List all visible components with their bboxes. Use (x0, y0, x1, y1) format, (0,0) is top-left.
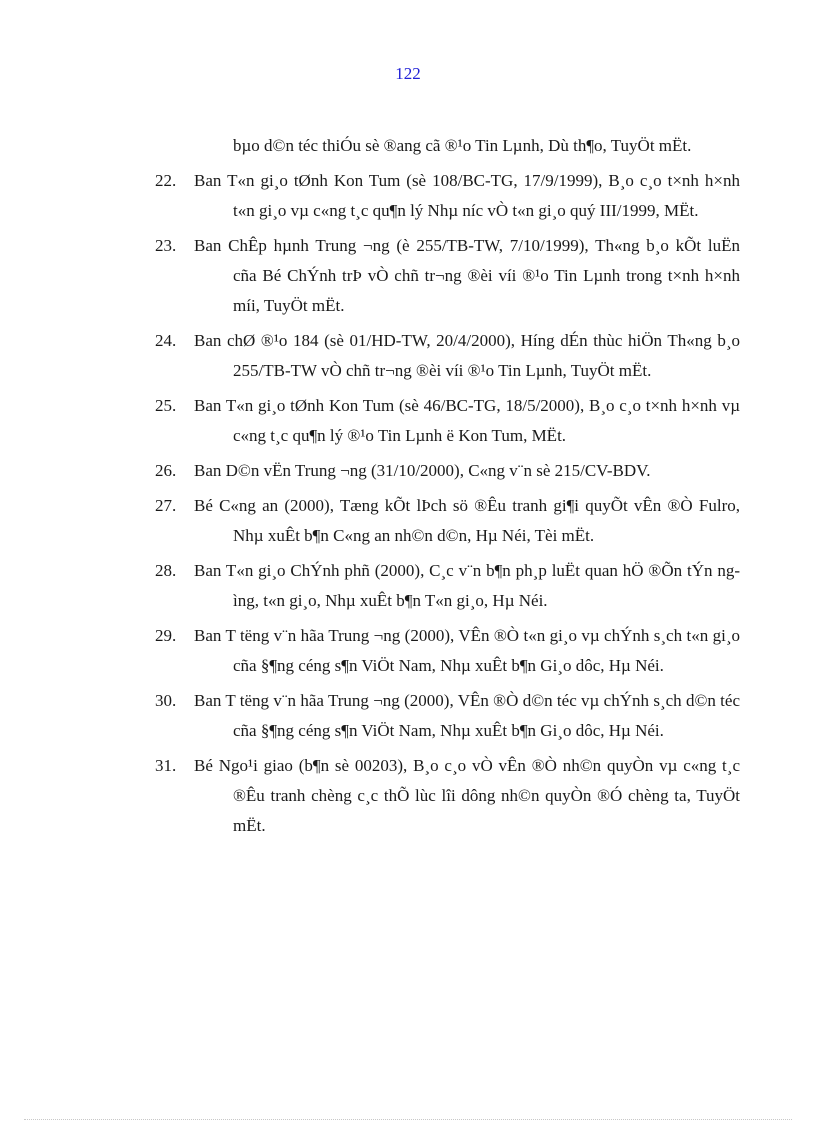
reference-text: Ban T tëng v¨n hãa Trung ¬ng (2000), VÊn ®Ò t«n gi¸o vµ chÝnh s¸ch t«n gi¸o cña §¶ng céng s¶n ViÖt Nam, Nhµ xuÊt b¶n Gi¸o dôc, Hµ Néi. (194, 626, 740, 675)
reference-continuation (155, 131, 740, 161)
reference-number: 27. (155, 496, 177, 515)
reference-item-27 (155, 491, 740, 551)
reference-item-26 (155, 456, 740, 486)
reference-number: 26. (155, 461, 177, 480)
reference-item-23 (155, 231, 740, 321)
reference-item-31 (155, 751, 740, 841)
reference-text: Bé Ngo¹i giao (b¶n sè 00203), B¸o c¸o vÒ vÊn ®Ò nh©n quyÒn vµ c«ng t¸c ®Êu tranh chèng c¸c thÕ lùc lîi dông nh©n quyÒn ®Ó chèng ta, TuyÖt mËt. (194, 756, 740, 835)
reference-number: 28. (155, 561, 177, 580)
reference-text: Ban T«n gi¸o ChÝnh phñ (2000), C¸c v¨n b¶n ph¸p luËt quan hÖ ®Õn tÝn ngìng, t«n gi¸o, Nhµ xuÊt b¶n T«n gi¸o, Hµ Néi. (194, 561, 740, 610)
reference-list (155, 131, 740, 846)
reference-text: Ban T tëng v¨n hãa Trung ¬ng (2000), VÊn ®Ò d©n téc vµ chÝnh s¸ch d©n téc cña §¶ng céng s¶n ViÖt Nam, Nhµ xuÊt b¶n Gi¸o dôc, Hµ Néi. (194, 691, 740, 740)
page-bottom-rule (24, 1119, 792, 1120)
reference-item-29 (155, 621, 740, 681)
reference-text: Bé C«ng an (2000), Tæng kÕt lÞch sö ®Êu tranh gi¶i quyÕt vÊn ®Ò Fulro, Nhµ xuÊt b¶n C«ng an nh©n d©n, Hµ Néi, Tèi mËt. (194, 496, 740, 545)
reference-number: 23. (155, 236, 177, 255)
reference-number: 25. (155, 396, 177, 415)
reference-text: Ban T«n gi¸o tØnh Kon Tum (sè 46/BC-TG, 18/5/2000), B¸o c¸o t×nh h×nh vµ c«ng t¸c qu¶n lý ®¹o Tin Lµnh ë Kon Tum, MËt. (194, 396, 740, 445)
page-number: 122 (395, 64, 421, 83)
reference-text: Ban D©n vËn Trung ¬ng (31/10/2000), C«ng v¨n sè 215/CV-BDV. (194, 461, 651, 480)
reference-text: Ban T«n gi¸o tØnh Kon Tum (sè 108/BC-TG, 17/9/1999), B¸o c¸o t×nh h×nh t«n gi¸o vµ c«ng t¸c qu¶n lý Nhµ níc vÒ t«n gi¸o quý III/1999, MËt. (194, 171, 740, 220)
reference-number: 31. (155, 756, 177, 775)
reference-item-22 (155, 166, 740, 226)
reference-number: 29. (155, 626, 177, 645)
reference-item-24 (155, 326, 740, 386)
reference-item-28 (155, 556, 740, 616)
reference-continuation-text: bµo d©n téc thiÓu sè ®ang cã ®¹o Tin Lµnh, Dù th¶o, TuyÖt mËt. (233, 136, 692, 155)
reference-number: 22. (155, 171, 177, 190)
reference-number: 24. (155, 331, 177, 350)
reference-item-30 (155, 686, 740, 746)
reference-number: 30. (155, 691, 177, 710)
reference-item-25 (155, 391, 740, 451)
reference-text: Ban chØ ®¹o 184 (sè 01/HD-TW, 20/4/2000), Híng dÉn thùc hiÖn Th«ng b¸o 255/TB-TW vÒ chñ tr¬ng ®èi víi ®¹o Tin Lµnh, TuyÖt mËt. (194, 331, 740, 380)
reference-text: Ban ChÊp hµnh Trung ¬ng (è 255/TB-TW, 7/10/1999), Th«ng b¸o kÕt luËn cña Bé ChÝnh trÞ vÒ chñ tr¬ng ®èi víi ®¹o Tin Lµnh trong t×nh h×nh míi, TuyÖt mËt. (194, 236, 740, 315)
